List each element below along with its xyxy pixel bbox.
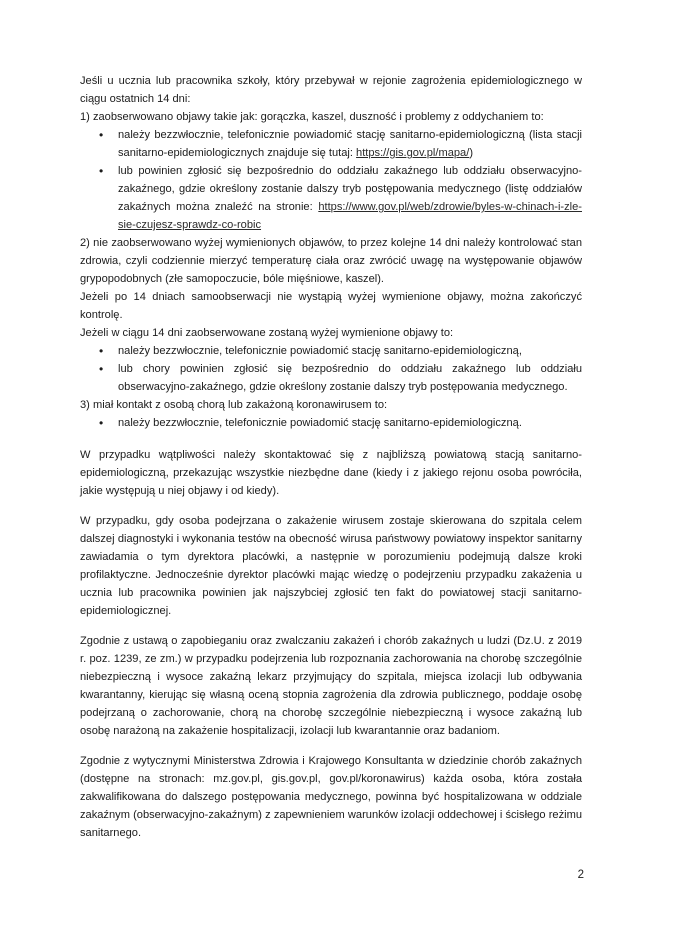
gis-map-link[interactable]: https://gis.gov.pl/mapa/	[356, 147, 470, 159]
list-item: • lub chory powinien zgłosić się bezpośrednio do oddziału zakaźnego lub oddziału obserwacyjno-zakaźnego, gdzie określony zostanie dalszy tryb postępowania medycznego.	[80, 360, 582, 396]
case-2-heading: 2) nie zaobserwowano wyżej wymienionych objawów, to przez kolejne 14 dni należy kontrolować stan zdrowia, czyli codziennie mierzyć temperaturę ciała oraz zwrócić uwagę na występowanie objawów grypopodobnych (złe samopoczucie, bóle mięśniowe, kaszel).	[80, 237, 582, 285]
case-2-list	[80, 342, 582, 396]
page-number: 2	[577, 869, 584, 881]
list-item: • należy bezzwłocznie, telefonicznie powiadomić stację sanitarno-epidemiologiczną.	[80, 414, 582, 432]
ministry-paragraph: Zgodnie z wytycznymi Ministerstwa Zdrowia i Krajowego Konsultanta w dziedzinie chorób zakaźnych (dostępne na stronach: mz.gov.pl, gis.gov.pl, gov.pl/koronawirus) każda osoba, która została zakwalifikowana do dalszego postępowania medycznego, powinna być hospitalizowana w oddziale zakaźnym (obserwacyjno-zakaźnym) z zapewnieniem warunków izolacji oddechowej i ścisłego reżimu sanitarnego.	[80, 755, 582, 839]
list-item	[80, 126, 582, 162]
case-1-bullet-2-text: lub powinien zgłosić się bezpośrednio do oddziału zakaźnego lub oddziału obserwacyjno-zakaźnego, gdzie określony zostanie dalszy tryb postępowania medycznego (listę oddziałów zakaźnych można znaleźć na stronie:	[118, 165, 582, 213]
hospital-paragraph: W przypadku, gdy osoba podejrzana o zakażenie wirusem zostaje skierowana do szpitala celem dalszej diagnostyki i wykonania testów na obecność wirusa państwowy powiatowy inspektor sanitarny zawiadamia o tym dyrektora placówki, a następnie w porozumieniu podejmują dalsze kroki profilaktyczne. Jednocześnie dyrektor placówki mając wiedzę o podejrzeniu przypadku zakażenia u ucznia lub pracownika powinien jak najszybciej zgłosić ten fakt do powiatowej stacji sanitarno-epidemiologicznej.	[80, 515, 582, 617]
list-item	[80, 162, 582, 234]
case-2-after-observation: Jeżeli po 14 dniach samoobserwacji nie wystąpią wyżej wymienione objawy, można zakończyć kontrolę.	[80, 291, 582, 321]
case-1-list	[80, 126, 582, 234]
case-2-if-symptoms: Jeżeli w ciągu 14 dni zaobserwowane zostaną wyżej wymienione objawy to:	[80, 327, 454, 339]
list-item: • należy bezzwłocznie, telefonicznie powiadomić stację sanitarno-epidemiologiczną,	[80, 342, 582, 360]
intro-paragraph: Jeśli u ucznia lub pracownika szkoły, który przebywał w rejonie zagrożenia epidemiologicznego w ciągu ostatnich 14 dni:	[80, 75, 582, 105]
doubt-paragraph: W przypadku wątpliwości należy skontaktować się z najbliższą powiatową stacją sanitarno-epidemiologiczną, przekazując wszystkie niezbędne dane (kiedy i z jakiego rejonu osoba powróciła, jakie występują u niej objawy i od kiedy).	[80, 449, 582, 497]
case-3-list	[80, 414, 582, 432]
case-1-bullet-1-after: )	[469, 147, 474, 159]
case-3-heading: 3) miał kontakt z osobą chorą lub zakażoną koronawirusem to:	[80, 399, 388, 411]
gov-zdrowie-link[interactable]: https://www.gov.pl/web/zdrowie/byles-w-chinach-i-zle-sie-czujesz-sprawdz-co-robic	[118, 201, 582, 231]
case-1-bullet-1-text: należy bezzwłocznie, telefonicznie powiadomić stację sanitarno-epidemiologiczną (lista stacji sanitarno-epidemiologicznych znajduje się tutaj:	[118, 129, 582, 159]
case-1-heading: 1) zaobserwowano objawy takie jak: gorączka, kaszel, duszność i problemy z oddychaniem to:	[80, 111, 544, 123]
law-paragraph: Zgodnie z ustawą o zapobieganiu oraz zwalczaniu zakażeń i chorób zakaźnych u ludzi (Dz.U. z 2019 r. poz. 1239, ze zm.) w przypadku podejrzenia lub rozpoznania zachorowania na chorobę szczególnie niebezpieczną i wysoce zakaźną lekarz przyjmujący do szpitala, miejsca izolacji lub odbywania kwarantanny, kierując się własną oceną stopnia zagrożenia dla zdrowia publicznego, poddaje osobę podejrzaną o zachorowanie, chorą na chorobę szczególnie niebezpieczną i wysoce zakaźną lub osobę narażoną na zakażenie hospitalizacji, izolacji lub kwarantannie oraz badaniom.	[80, 635, 582, 737]
